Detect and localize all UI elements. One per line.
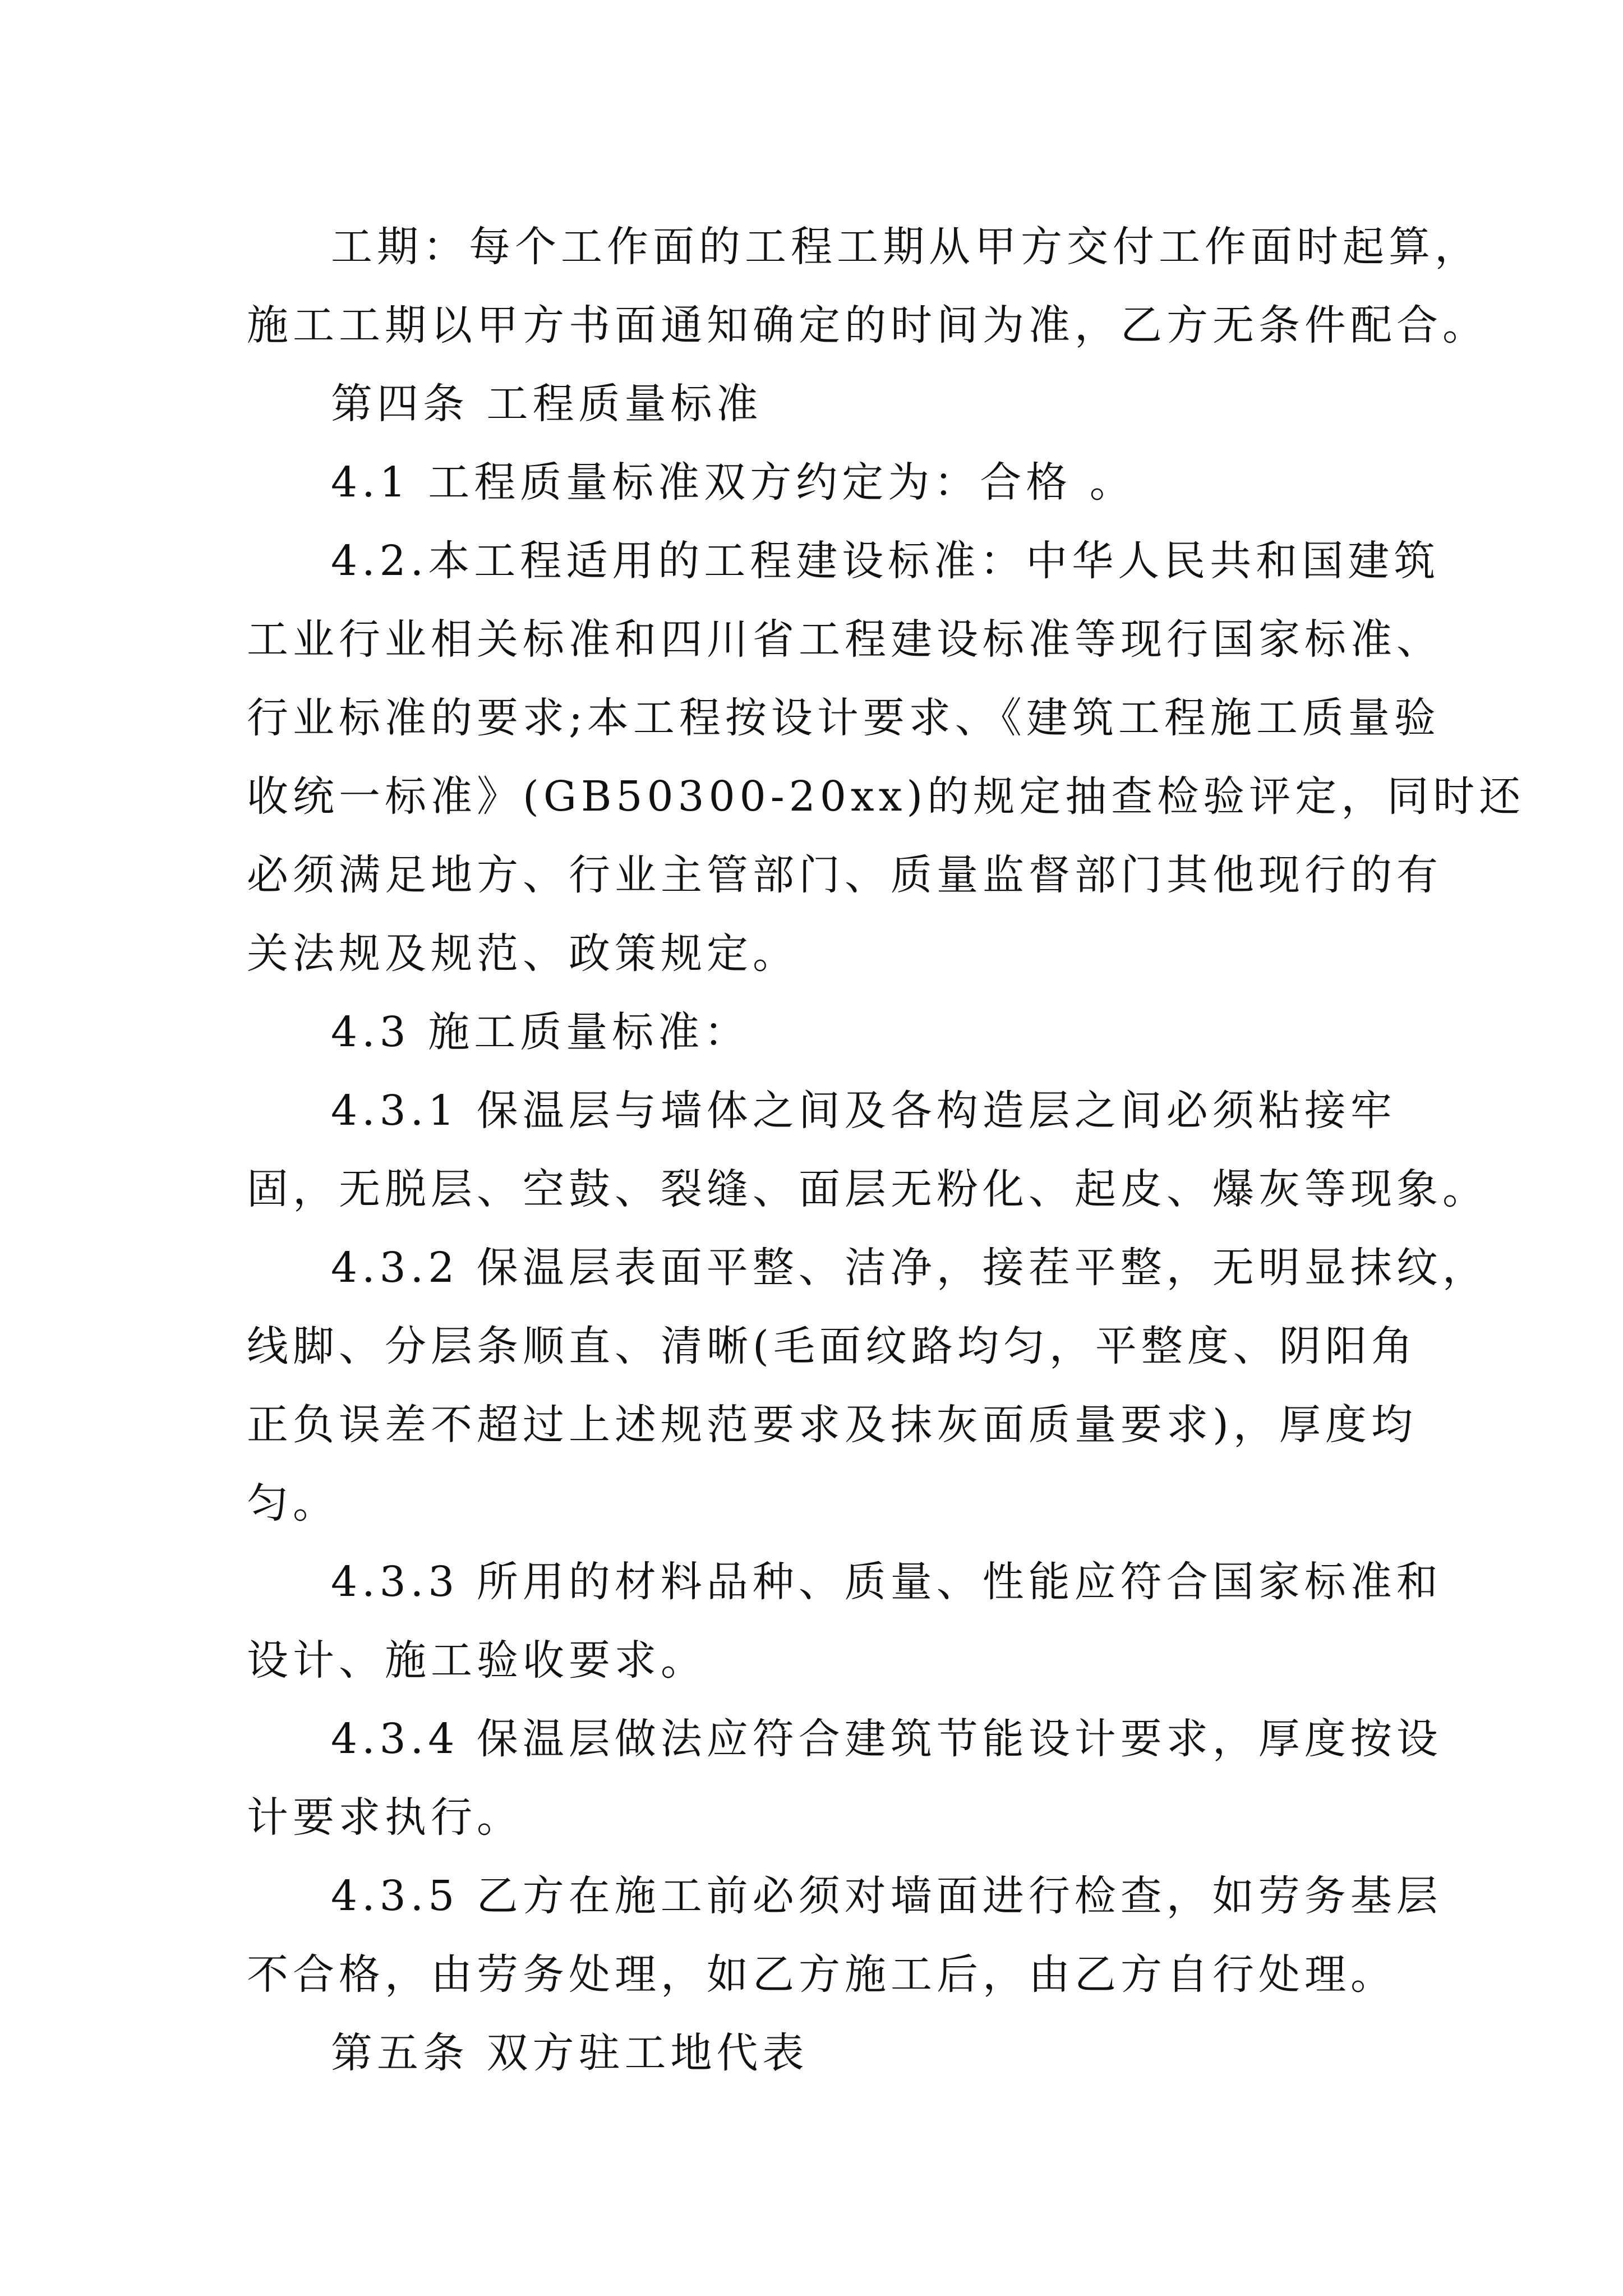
text-line: 工业行业相关标准和四川省工程建设标准等现行国家标准、 [247, 615, 1442, 664]
text-line: 4.3.2 保温层表面平整、洁净，接茬平整，无明显抹纹， [331, 1244, 1488, 1292]
section-heading: 第四条 工程质量标准 [331, 380, 763, 428]
text-line: 收统一标准》(GB50300-20xx)的规定抽查检验评定，同时还 [247, 772, 1525, 821]
text-line: 关法规及规范、政策规定。 [247, 930, 799, 978]
text-line: 必须满足地方、行业主管部门、质量监督部门其他现行的有 [247, 851, 1442, 899]
text-line: 正负误差不超过上述规范要求及抹灰面质量要求)，厚度均 [247, 1401, 1417, 1449]
text-line: 4.3.1 保温层与墙体之间及各构造层之间必须粘接牢 [331, 1087, 1396, 1135]
text-line: 工期：每个工作面的工程工期从甲方交付工作面时起算， [331, 223, 1481, 271]
text-line: 4.2.本工程适用的工程建设标准：中华人民共和国建筑 [331, 537, 1440, 585]
text-line: 4.3 施工质量标准： [331, 1008, 750, 1056]
text-line: 4.1 工程质量标准双方约定为：合格 。 [331, 458, 1136, 507]
text-line: 线脚、分层条顺直、清晰(毛面纹路均匀，平整度、阴阳角 [247, 1322, 1417, 1370]
text-line: 不合格，由劳务处理，如乙方施工后，由乙方自行处理。 [247, 1950, 1396, 1999]
document-page [247, 0, 1525, 2296]
text-line: 施工工期以甲方书面通知确定的时间为准，乙方无条件配合。 [247, 301, 1488, 349]
text-line: 4.3.3 所用的材料品种、质量、性能应符合国家标准和 [331, 1558, 1442, 1606]
text-line: 4.3.4 保温层做法应符合建筑节能设计要求，厚度按设 [331, 1715, 1442, 1763]
text-line: 固，无脱层、空鼓、裂缝、面层无粉化、起皮、爆灰等现象。 [247, 1165, 1488, 1213]
section-heading: 第五条 双方驻工地代表 [331, 2029, 809, 2077]
text-line: 行业标准的要求;本工程按设计要求、《建筑工程施工质量验 [247, 694, 1440, 742]
text-line: 匀。 [247, 1479, 339, 1527]
text-line: 设计、施工验收要求。 [247, 1636, 707, 1685]
text-line: 4.3.5 乙方在施工前必须对墙面进行检查，如劳务基层 [331, 1872, 1442, 1920]
text-line: 计要求执行。 [247, 1793, 523, 1842]
